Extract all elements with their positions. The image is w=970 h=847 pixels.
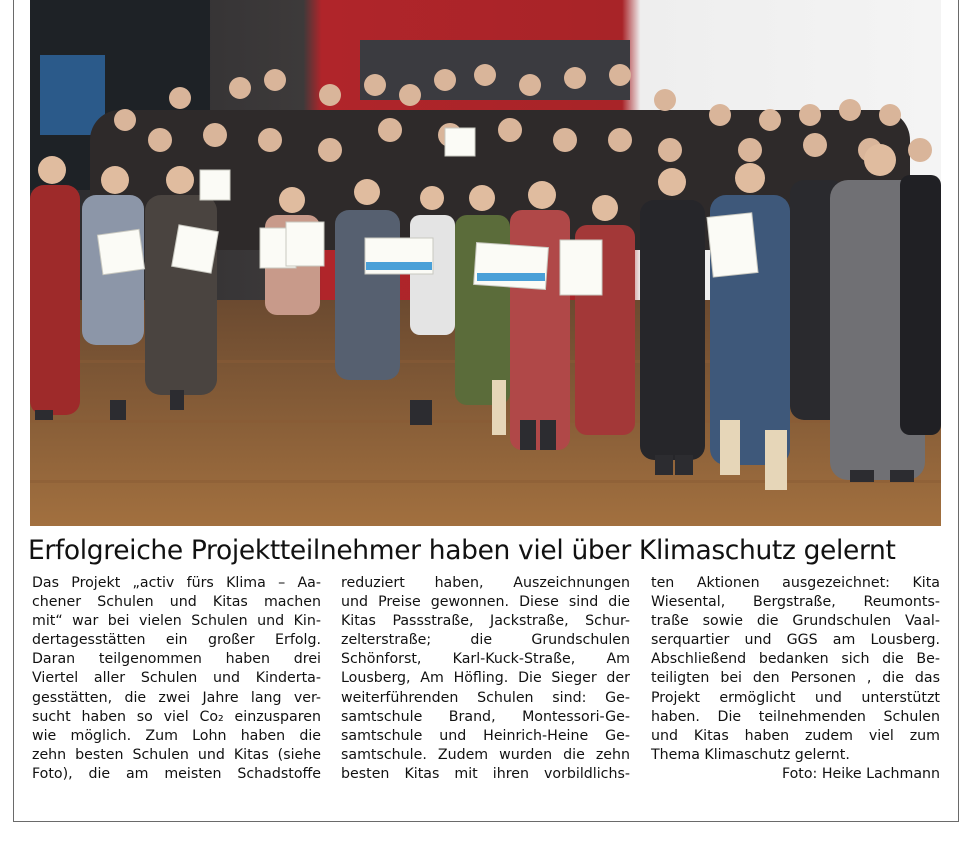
body-line: Thema Klimaschutz gelernt. xyxy=(651,746,850,763)
body-line: traße sowie die Grundschulen Vaal- xyxy=(651,613,940,630)
body-line: samtschule. Zudem wurden die zehn xyxy=(341,746,630,763)
body-line: mit“ war bei vielen Schulen und Kin- xyxy=(32,613,321,630)
body-line: sucht haben so viel Co₂ einzusparen xyxy=(32,708,321,725)
body-line: ten Aktionen ausgezeichnet: Kita xyxy=(651,575,940,591)
body-line: Daran teilgenommen haben drei xyxy=(32,651,321,668)
body-line: serquartier und GGS am Lousberg. xyxy=(651,632,940,649)
body-line: Foto), die am meisten Schadstoffe xyxy=(32,765,321,782)
body-line: Viertel aller Schulen und Kinderta- xyxy=(32,670,321,687)
body-line: wie möglich. Zum Lohn haben die xyxy=(32,727,321,744)
body-line: Schönforst, Karl-Kuck-Straße, Am xyxy=(341,651,630,668)
body-line: Projekt ermöglicht und unterstützt xyxy=(651,689,940,706)
group-photo-image xyxy=(30,0,941,526)
body-line: besten Kitas mit ihren vorbildlichs- xyxy=(341,765,630,782)
article-column-2 xyxy=(341,574,630,784)
article-headline: Erfolgreiche Projektteilnehmer haben viel über Klimaschutz gelernt xyxy=(28,535,896,566)
body-line: samtschule Brand, Montessori-Ge- xyxy=(341,708,630,725)
body-line: Abschließend bedanken sich die Be- xyxy=(651,651,940,668)
body-line: zehn besten Schulen und Kitas (siehe xyxy=(32,746,321,763)
body-line: Das Projekt „activ fürs Klima – Aa- xyxy=(32,575,321,591)
body-line: Wiesental, Bergstraße, Reumonts- xyxy=(651,594,940,611)
body-line: Lousberg, Am Höfling. Die Sieger der xyxy=(341,670,630,687)
body-line: gesstätten, die zwei Jahre lang ver- xyxy=(32,689,321,706)
body-line: und Preise gewonnen. Diese sind die xyxy=(341,594,630,611)
body-line: und Kitas haben zudem viel zum xyxy=(651,727,940,744)
body-line: haben. Die teilnehmenden Schulen xyxy=(651,708,940,725)
photo-credit: Foto: Heike Lachmann xyxy=(781,765,940,782)
body-line: zelterstraße; die Grundschulen xyxy=(341,632,630,649)
article-column-1 xyxy=(32,574,321,784)
body-line: dertagesstätten ein großer Erfolg. xyxy=(32,632,321,649)
body-line: weiterführenden Schulen sind: Ge- xyxy=(341,689,630,706)
body-line: samtschule und Heinrich-Heine Ge- xyxy=(341,727,630,744)
body-line: chener Schulen und Kitas machen xyxy=(32,594,321,611)
body-line: teiligten bei den Personen , die das xyxy=(651,670,940,687)
article-column-3 xyxy=(651,574,940,784)
body-line: reduziert haben, Auszeichnungen xyxy=(341,575,630,591)
body-line: Kitas Passstraße, Jackstraße, Schur- xyxy=(341,613,630,630)
group-photo xyxy=(30,0,941,526)
